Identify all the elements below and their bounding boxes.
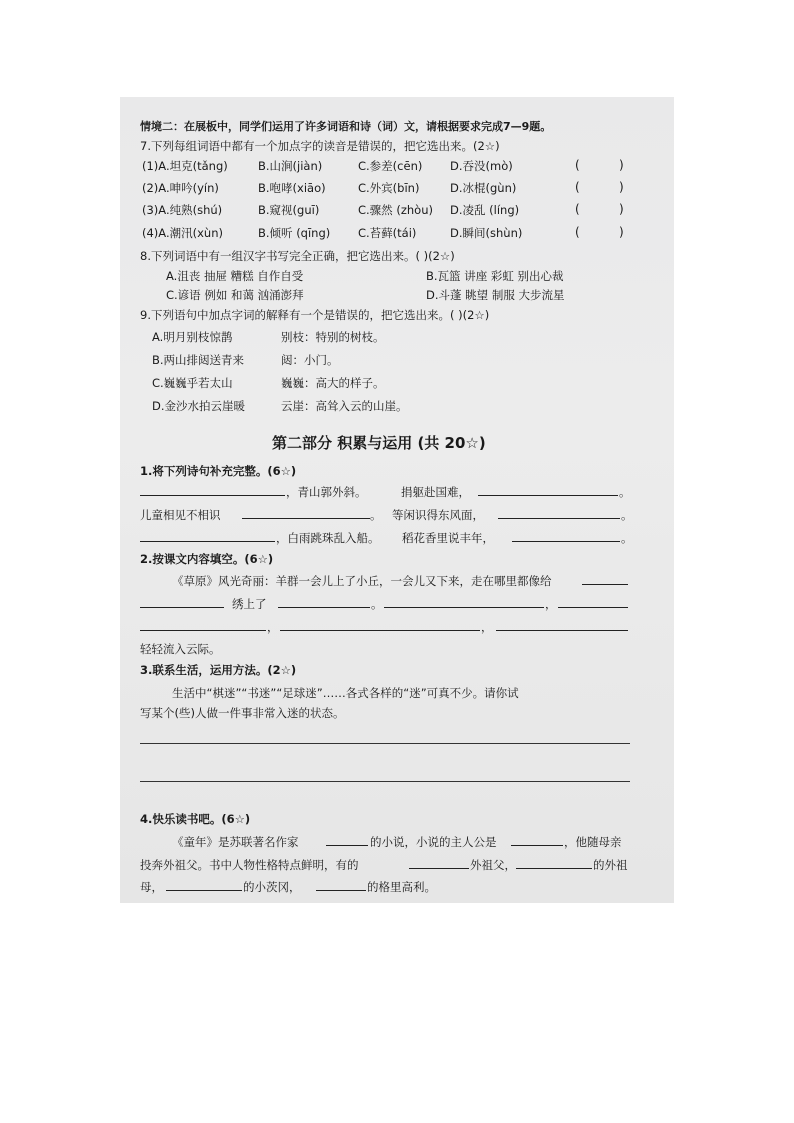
q7-r2-b: B.咆哮(xiāo) bbox=[258, 181, 326, 195]
q7-r3-d: D.凌乱 (líng) bbox=[450, 203, 520, 217]
s1-dot-4: 。 bbox=[621, 531, 633, 545]
q7-r1-paren-open[interactable]: ( bbox=[575, 158, 580, 172]
s1-text-6: 稻花香里说丰年， bbox=[402, 531, 494, 545]
s1-stem: 1.将下列诗句补充完整。(6☆) bbox=[140, 464, 297, 478]
q7-r2-c: C.外宾(bīn) bbox=[358, 181, 420, 195]
q7-r4-c: C.苔藓(tái) bbox=[358, 226, 417, 240]
s2-blank-2[interactable] bbox=[278, 596, 370, 608]
q7-r1-d: D.吞没(mò) bbox=[450, 159, 513, 173]
s4-blank-author[interactable] bbox=[326, 834, 368, 846]
q7-r4-a: (4)A.潮汛(xùn) bbox=[142, 226, 223, 240]
s1-dot-1: 。 bbox=[619, 485, 631, 499]
s3-answer-line-1[interactable] bbox=[140, 743, 630, 744]
q7-r3-a: (3)A.纯熟(shú) bbox=[142, 203, 223, 217]
s4-blank-gypsy[interactable] bbox=[166, 879, 242, 891]
q9-b-line: B.两山排闼送青来 bbox=[152, 353, 245, 367]
s2-comma-3: ， bbox=[481, 620, 493, 634]
s2-blank-4[interactable] bbox=[558, 596, 628, 608]
q7-r1-paren-close: ) bbox=[619, 158, 624, 172]
q7-r4-paren-open[interactable]: ( bbox=[575, 225, 580, 239]
q9-b-note: 闼：小门。 bbox=[281, 353, 339, 367]
q9-a-note: 别枝：特别的树枝。 bbox=[281, 330, 385, 344]
s4-blank-grandmother[interactable] bbox=[516, 857, 592, 869]
s1-text-2: 捐躯赴国难， bbox=[401, 485, 470, 499]
q9-a-line: A.明月别枝惊鹊 bbox=[152, 330, 233, 344]
q7-r1-a: (1)A.坦克(tǎng) bbox=[142, 159, 228, 173]
q8-stem: 8.下列词语中有一组汉字书写完全正确，把它选出来。( )(2☆) bbox=[140, 249, 455, 263]
s1-text-5: ，白雨跳珠乱入船。 bbox=[276, 531, 380, 545]
s1-blank-2[interactable] bbox=[478, 484, 618, 496]
s2-blank-1[interactable] bbox=[140, 596, 224, 608]
q7-r3-paren-open[interactable]: ( bbox=[575, 202, 580, 216]
q7-r3-paren-close: ) bbox=[619, 202, 624, 216]
s1-blank-5[interactable] bbox=[140, 530, 275, 542]
q7-r2-paren-close: ) bbox=[619, 180, 624, 194]
s2-text-embroider: 绣上了 bbox=[232, 597, 267, 611]
s4-text-3b: 的小茨冈， bbox=[243, 880, 301, 894]
s4-text-2a: 投奔外祖父。书中人物性格特点鲜明，有的 bbox=[140, 858, 359, 872]
q7-r1-c: C.参差(cēn) bbox=[358, 159, 423, 173]
s2-comma-1: ， bbox=[545, 597, 557, 611]
scenario-intro: 情境二：在展板中，同学们运用了许多词语和诗（词）文，请根据要求完成7—9题。 bbox=[140, 120, 552, 133]
q7-r3-c: C.骤然 (zhòu) bbox=[358, 203, 433, 217]
s4-text-1c: ，他随母亲 bbox=[564, 835, 622, 849]
q7-r2-a: (2)A.呻吟(yín) bbox=[142, 181, 219, 195]
s1-blank-3[interactable] bbox=[242, 507, 370, 519]
s4-text-3c: 的格里高利。 bbox=[367, 880, 436, 894]
q9-stem: 9.下列语句中加点字词的解释有一个是错误的，把它选出来。( )(2☆) bbox=[140, 308, 490, 322]
exam-sheet bbox=[120, 97, 674, 903]
s1-blank-1[interactable] bbox=[140, 484, 285, 496]
q8-option-a: A.沮丧 抽屉 糟糕 自作自受 bbox=[166, 269, 304, 283]
s2-line-4: 轻轻流入云际。 bbox=[140, 642, 221, 656]
q9-d-line: D.金沙水拍云崖暖 bbox=[152, 399, 246, 413]
s3-line-2: 写某个(些)人做一件事非常入迷的状态。 bbox=[140, 706, 345, 720]
s4-stem: 4.快乐读书吧。(6☆) bbox=[140, 812, 251, 826]
s2-blank-5[interactable] bbox=[140, 619, 266, 631]
q9-c-note: 巍巍：高大的样子。 bbox=[281, 376, 385, 390]
s2-line-1: 《草原》风光奇丽：羊群一会儿上了小丘，一会儿又下来，走在哪里都像给 bbox=[172, 574, 552, 588]
s2-comma-2: ， bbox=[267, 620, 279, 634]
s2-blank-6[interactable] bbox=[280, 619, 480, 631]
q7-r3-b: B.窥视(guī) bbox=[258, 203, 320, 217]
s2-stem: 2.按课文内容填空。(6☆) bbox=[140, 552, 274, 566]
q7-r2-paren-open[interactable]: ( bbox=[575, 180, 580, 194]
s3-stem: 3.联系生活，运用方法。(2☆) bbox=[140, 663, 297, 677]
s4-blank-grigori[interactable] bbox=[316, 879, 366, 891]
q7-stem: 7.下列每组词语中都有一个加点字的读音是错误的，把它选出来。(2☆) bbox=[140, 139, 500, 153]
s2-dot-1: 。 bbox=[371, 597, 383, 611]
s2-blank-3[interactable] bbox=[384, 596, 544, 608]
s2-blank-0[interactable] bbox=[582, 573, 628, 585]
s3-line-1: 生活中“棋迷”“书迷”“足球迷”……各式各样的“迷”可真不少。请你试 bbox=[172, 686, 519, 700]
q7-r4-paren-close: ) bbox=[619, 225, 624, 239]
s1-dot-3: 。 bbox=[621, 508, 633, 522]
q9-d-note: 云崖：高耸入云的山崖。 bbox=[281, 399, 408, 413]
q8-option-c: C.谚语 例如 和蔼 汹涌澎拜 bbox=[166, 288, 304, 302]
s3-answer-line-2[interactable] bbox=[140, 781, 630, 782]
q8-option-b: B.瓦篮 讲座 彩虹 别出心裁 bbox=[426, 269, 564, 283]
s4-text-3a: 母， bbox=[140, 880, 163, 894]
s1-blank-4[interactable] bbox=[498, 507, 620, 519]
q9-c-line: C.巍巍乎若太山 bbox=[152, 376, 233, 390]
s4-blank-protagonist[interactable] bbox=[511, 834, 563, 846]
s4-text-2b: 外祖父， bbox=[470, 858, 516, 872]
s1-text-3: 儿童相见不相识 bbox=[140, 508, 221, 522]
s4-text-2c: 的外祖 bbox=[593, 858, 628, 872]
s4-text-1b: 的小说，小说的主人公是 bbox=[370, 835, 497, 849]
q7-r4-d: D.瞬间(shùn) bbox=[450, 226, 523, 240]
part2-title: 第二部分 积累与运用 (共 20☆) bbox=[272, 434, 486, 452]
s4-blank-grandfather[interactable] bbox=[409, 857, 469, 869]
s1-text-4: 等闲识得东风面， bbox=[392, 508, 484, 522]
q7-r1-b: B.山涧(jiàn) bbox=[258, 159, 323, 173]
s2-blank-7[interactable] bbox=[496, 619, 628, 631]
s4-text-1a: 《童年》是苏联著名作家 bbox=[172, 835, 299, 849]
q8-option-d: D.斗蓬 眺望 制服 大步流星 bbox=[426, 288, 565, 302]
q7-r4-b: B.倾听 (qīng) bbox=[258, 226, 331, 240]
s1-dot-2: 。 bbox=[370, 508, 382, 522]
s1-text-1: ，青山郭外斜。 bbox=[286, 485, 367, 499]
s1-blank-6[interactable] bbox=[512, 530, 620, 542]
q7-r2-d: D.冰棍(gùn) bbox=[450, 181, 517, 195]
